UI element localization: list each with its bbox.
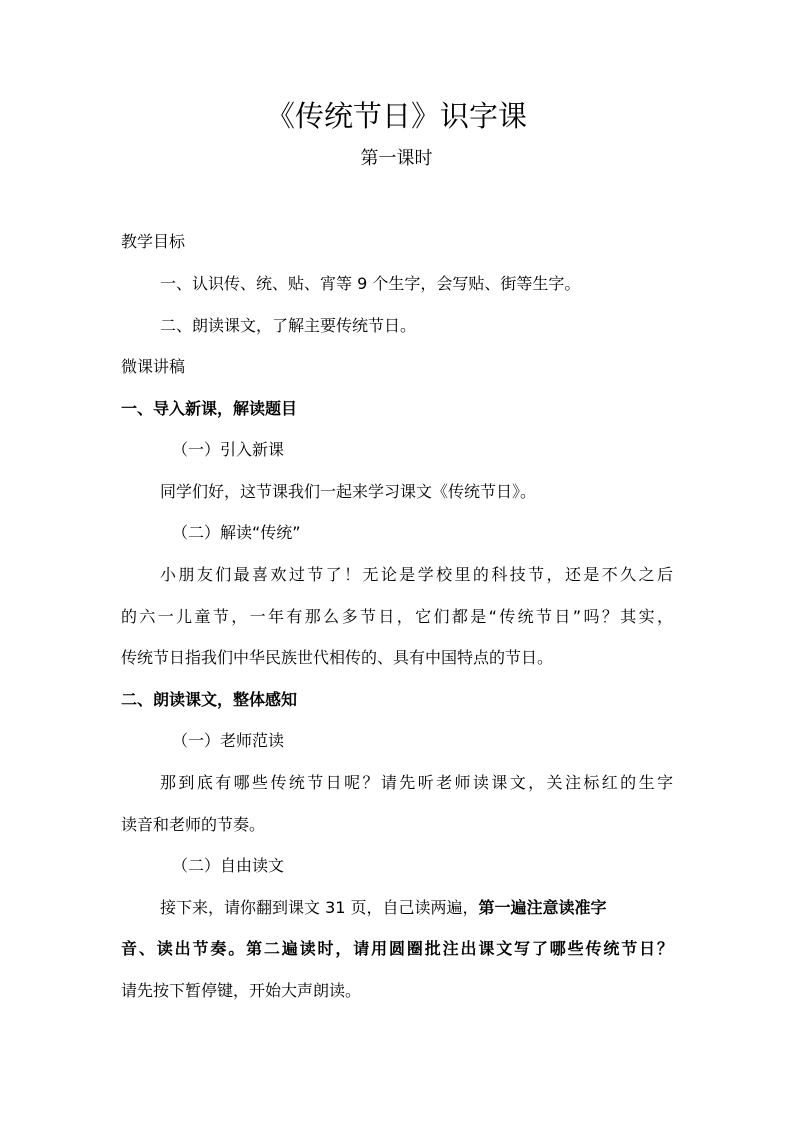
section-1-sub-1: （一）引入新课: [172, 440, 285, 459]
section-2-sub-2: （二）自由读文: [172, 856, 285, 875]
section-1-sub-2: （二）解读“传统”: [172, 523, 301, 542]
section-2-heading: 二、朗读课文，整体感知: [121, 690, 298, 709]
para-bold-text: 第一遍注意读准字: [478, 898, 607, 917]
section-1-para-2-line-1: 小朋友们最喜欢过节了！无论是学校里的科技节，还是不久之后: [160, 565, 673, 584]
section-2-para-2-line-3: 请先按下暂停键，开始大声朗读。: [121, 981, 362, 1000]
section-1-para-2-line-3: 传统节日指我们中华民族世代相传的、具有中国特点的节日。: [121, 648, 554, 667]
section-2-sub-1: （一）老师范读: [172, 731, 285, 750]
section-2-para-1-line-1: 那到底有哪些传统节日呢？请先听老师读课文，关注标红的生字: [160, 773, 673, 792]
section-1-para-1: 同学们好，这节课我们一起来学习课文《传统节日》。: [160, 482, 537, 501]
page-title: 《传统节日》识字课: [265, 99, 527, 133]
section-2-para-1-line-2: 读音和老师的节奏。: [121, 815, 266, 834]
objectives-heading: 教学目标: [121, 232, 186, 251]
objective-item-1: 一、认识传、统、贴、宵等 9 个生字，会写贴、街等生字。: [160, 274, 581, 293]
para-normal-text: 接下来，请你翻到课文 31 页，自己读两遍，: [160, 898, 479, 917]
script-heading: 微课讲稿: [121, 357, 186, 376]
section-1-para-2-line-2: 的六一儿童节，一年有那么多节日，它们都是“传统节日”吗？其实，: [121, 607, 673, 626]
section-2-para-2-line-1: [160, 894, 607, 922]
section-2-para-2-line-2: 音、读出节奏。第二遍读时，请用圆圈批注出课文写了哪些传统节日？: [121, 939, 673, 958]
section-1-heading: 一、导入新课，解读题目: [121, 399, 298, 418]
page-subtitle: 第一课时: [360, 148, 433, 169]
objective-item-2: 二、朗读课文，了解主要传统节日。: [160, 316, 417, 335]
